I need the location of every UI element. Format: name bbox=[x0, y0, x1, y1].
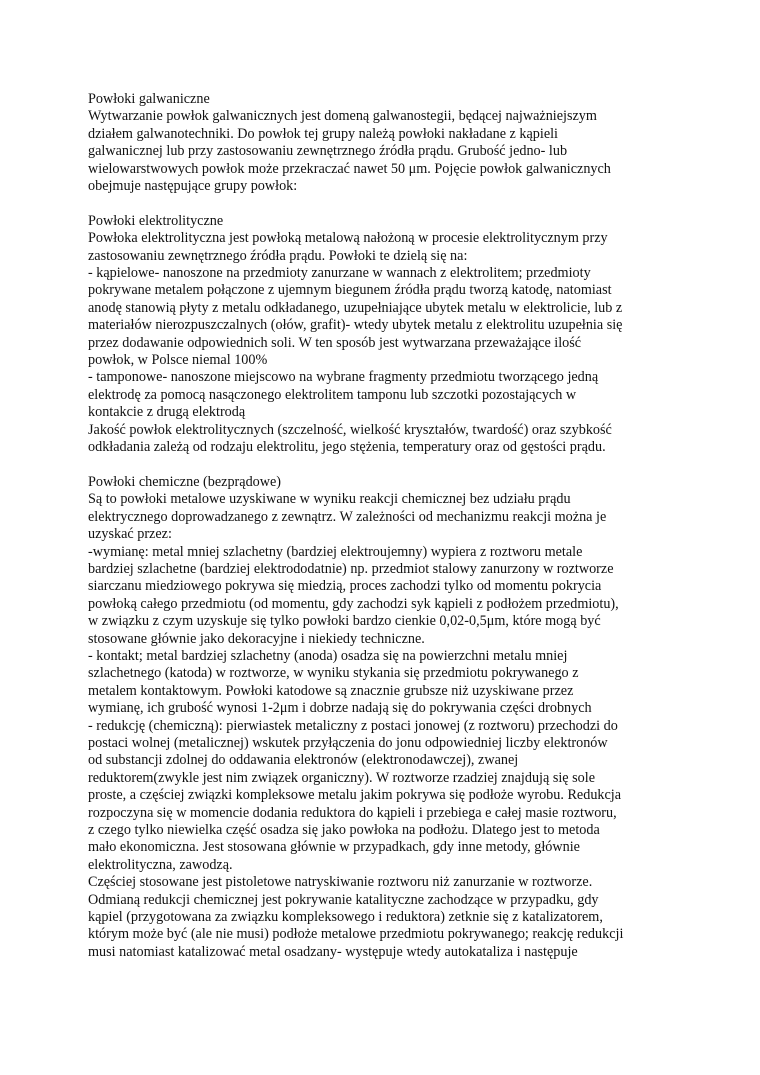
text-line: Powłoki elektrolityczne bbox=[88, 212, 224, 229]
text-line: Odmianą redukcji chemicznej jest pokrywanie katalityczne zachodzące w przypadku, gdy bbox=[88, 891, 599, 908]
text-line: którym może być (ale nie musi) podłoże metalowe przedmiotu pokrywanego; reakcję redukcji bbox=[88, 926, 624, 943]
text-line: Są to powłoki metalowe uzyskiwane w wyniku reakcji chemicznej bez udziału prądu bbox=[88, 491, 571, 508]
text-line: postaci wolnej (metalicznej) wskutek przyłączenia do jonu odpowiedniej liczby elektronów bbox=[88, 735, 608, 751]
text-line: odkładania zależą od rodzaju elektrolitu, jego stężenia, temperatury oraz od gęstości prądu. bbox=[88, 439, 606, 456]
document-body bbox=[88, 91, 688, 961]
text-line: - redukcję (chemiczną): pierwiastek metaliczny z postaci jonowej (z roztworu) przechodzi do bbox=[88, 717, 618, 734]
text-line: Wytwarzanie powłok galwanicznych jest domeną galwanostegii, będącej najważniejszym bbox=[88, 108, 597, 125]
text-line: pokrywane metalem połączone z ujemnym biegunem źródła prądu tworzą katodę, natomiast bbox=[88, 282, 612, 299]
text-line: stosowane głównie jako dekoracyjne i niekiedy techniczne. bbox=[88, 630, 425, 647]
text-line: od substancji zdolnej do oddawania elektronów (elektronodawczej), zwanej bbox=[88, 752, 519, 769]
text-line: siarczanu miedziowego pokrywa się miedzią, proces zachodzi tylko od momentu pokrycia bbox=[88, 578, 602, 595]
text-line: - kąpielowe- nanoszone na przedmioty zanurzane w wannach z elektrolitem; przedmioty bbox=[88, 265, 591, 282]
text-line: - tamponowe- nanoszone miejscowo na wybrane fragmenty przedmiotu tworzącego jedną bbox=[88, 369, 599, 386]
text-line: wielowarstwowych powłok może przekraczać nawet 50 μm. Pojęcie powłok galwanicznych bbox=[88, 160, 611, 177]
text-line: galwanicznej lub przy zastosowaniu zewnętrznego źródła prądu. Grubość jedno- lub bbox=[88, 143, 568, 160]
text-line: - kontakt; metal bardziej szlachetny (anoda) osadza się na powierzchni metalu mniej bbox=[88, 647, 568, 664]
text-line: kąpiel (przygotowana za związku kompleksowego i reduktora) zetknie się z katalizatorem, bbox=[88, 909, 603, 926]
text-line: w związku z czym uzyskuje się tylko powłoki bardzo cienkie 0,02-0,5μm, które mogą być bbox=[88, 613, 601, 630]
text-line: mało ekonomiczna. Jest stosowana głównie w przypadkach, gdy inne metody, głównie bbox=[88, 839, 580, 856]
text-line: zastosowaniu zewnętrznego źródła prądu. Powłoki te dzielą się na: bbox=[88, 247, 468, 264]
text-line: Częściej stosowane jest pistoletowe natryskiwanie roztworu niż zanurzanie w roztworze. bbox=[88, 874, 593, 891]
text-line: -wymianę: metal mniej szlachetny (bardziej elektroujemny) wypiera z roztworu metale bbox=[88, 543, 583, 560]
text-line: Powłoki galwaniczne bbox=[88, 91, 210, 107]
text-line: obejmuje następujące grupy powłok: bbox=[88, 178, 298, 195]
text-line: elektrodę za pomocą nasączonego elektrolitem tamponu lub szczotki pozostających w bbox=[88, 386, 577, 403]
text-line: Jakość powłok elektrolitycznych (szczelność, wielkość kryształów, twardość) oraz szybkość bbox=[88, 421, 612, 438]
text-line: z czego tylko niewielka część osadza się jako powłoka na podłożu. Dlatego jest to metoda bbox=[88, 822, 600, 839]
paragraph-gap bbox=[88, 195, 688, 212]
text-line: wymianę, ich grubość wynosi 1-2μm i dobrze nadają się do pokrywania części drobnych bbox=[88, 700, 592, 717]
text-line: powłok, w Polsce niemal 100% bbox=[88, 352, 268, 369]
text-line: kontakcie z drugą elektrodą bbox=[88, 404, 246, 421]
text-line: uzyskać przez: bbox=[88, 526, 172, 543]
text-line: metalem kontaktowym. Powłoki katodowe są znacznie grubsze niż uzyskiwane przez bbox=[88, 682, 574, 699]
text-line: proste, a częściej związki kompleksowe metalu jakim pokrywa się podłoże wyrobu. Redukcja bbox=[88, 787, 622, 804]
text-line: materiałów nierozpuszczalnych (ołów, grafit)- wtedy ubytek metalu z elektrolitu uzupełnia się bbox=[88, 317, 623, 334]
text-line: bardziej szlachetne (bardziej elektrododatnie) np. przedmiot stalowy zanurzony w roztworze bbox=[88, 560, 614, 577]
text-line: szlachetnego (katoda) w roztworze, w wyniku stykania się przedmiotu pokrywanego z bbox=[88, 665, 579, 682]
text-line: przez dodawanie odpowiednich soli. W ten sposób jest wytwarzana przeważające ilość bbox=[88, 334, 582, 351]
text-line: musi natomiast katalizować metal osadzany- występuje wtedy autokataliza i następuje bbox=[88, 943, 578, 960]
text-line: reduktorem(zwykle jest nim związek organiczny). W roztworze rzadziej znajdują się sole bbox=[88, 769, 595, 786]
text-line: rozpoczyna się w momencie dodania reduktora do kąpieli i przebiega e całej masie roztworu, bbox=[88, 804, 617, 821]
paragraph-gap bbox=[88, 457, 688, 474]
text-line: Powłoka elektrolityczna jest powłoką metalową nałożoną w procesie elektrolitycznym przy bbox=[88, 230, 608, 247]
text-line: powłoką całego przedmiotu (od momentu, gdy zachodzi syk kąpieli z podłożem przedmiotu), bbox=[88, 595, 619, 612]
text-line: elektrycznego doprowadzanego z zewnątrz. W zależności od mechanizmu reakcji można je bbox=[88, 508, 607, 525]
text-line: Powłoki chemiczne (bezprądowe) bbox=[88, 473, 282, 490]
text-line: elektrolityczna, zawodzą. bbox=[88, 856, 233, 873]
text-line: działem galwanotechniki. Do powłok tej grupy należą powłoki nakładane z kąpieli bbox=[88, 125, 559, 142]
text-line: anodę stanowią płyty z metalu odkładanego, uzupełniające ubytek metalu w elektrolicie, lub z bbox=[88, 299, 623, 316]
